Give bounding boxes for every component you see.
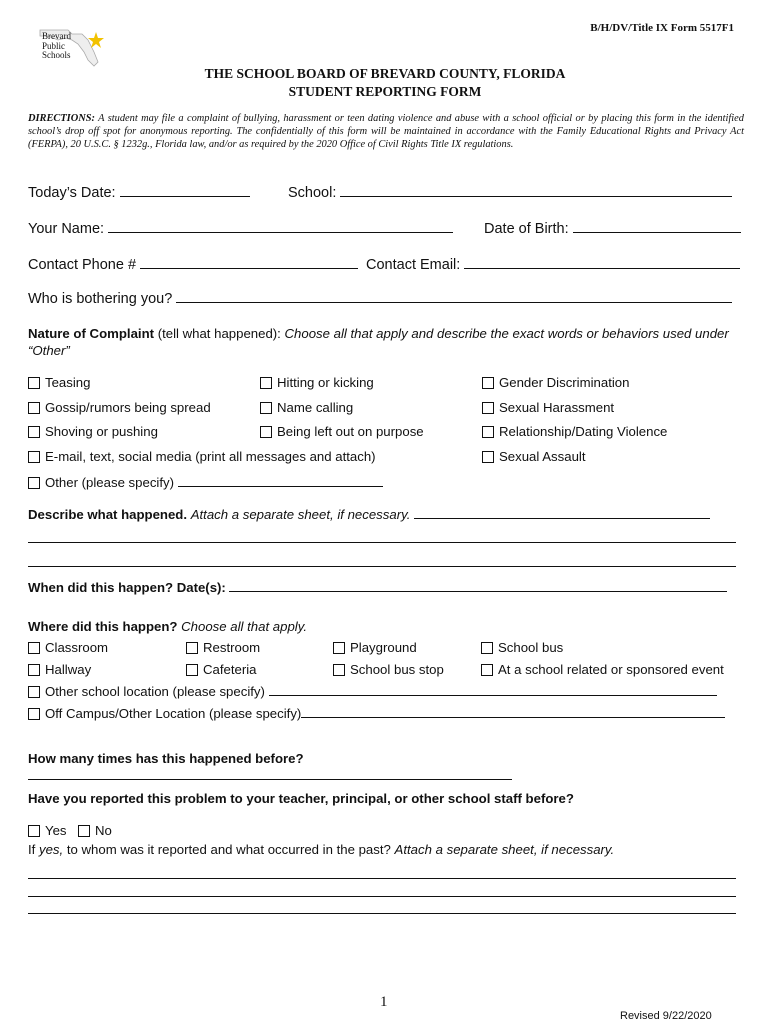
checkbox[interactable] <box>28 708 40 720</box>
dob-field[interactable] <box>484 220 741 237</box>
how-many-label <box>28 751 304 766</box>
checkbox[interactable] <box>28 377 40 389</box>
option-label: Restroom <box>203 640 261 655</box>
nature-option-harassment[interactable] <box>482 400 614 415</box>
option-label: E-mail, text, social media (print all messages and attach) <box>45 449 376 464</box>
followup-hint: Attach a separate sheet, if necessary. <box>394 842 615 857</box>
nature-instruction: Choose all that apply and describe the exact words or behaviors used under “Other” <box>28 326 729 358</box>
option-label: Gender Discrimination <box>499 375 630 390</box>
reported-followup <box>28 842 614 857</box>
checkbox[interactable] <box>482 451 494 463</box>
email-line[interactable] <box>464 256 740 269</box>
option-label: Off Campus/Other Location (please specify) <box>45 706 302 721</box>
option-label: Gossip/rumors being spread <box>45 400 211 415</box>
checkbox[interactable] <box>28 451 40 463</box>
nature-option-hitting[interactable] <box>260 375 374 390</box>
nature-option-teasing[interactable] <box>28 375 90 390</box>
option-label: Hitting or kicking <box>277 375 374 390</box>
todays-date-field[interactable] <box>28 184 250 201</box>
where-option-restroom[interactable] <box>186 640 260 655</box>
nature-heading <box>28 325 746 359</box>
checkbox[interactable] <box>482 402 494 414</box>
followup-prefix: If <box>28 842 36 857</box>
option-label: Shoving or pushing <box>45 424 158 439</box>
checkbox[interactable] <box>28 642 40 654</box>
dob-line[interactable] <box>573 220 741 233</box>
where-heading <box>28 619 307 634</box>
where-option-school-event[interactable] <box>481 662 724 677</box>
option-label: Playground <box>350 640 417 655</box>
where-option-classroom[interactable] <box>28 640 108 655</box>
when-label: When did this happen? Date(s): <box>28 580 226 595</box>
todays-date-line[interactable] <box>120 184 250 197</box>
checkbox[interactable] <box>28 825 40 837</box>
checkbox[interactable] <box>28 477 40 489</box>
option-label: School bus stop <box>350 662 444 677</box>
form-code: B/H/DV/Title IX Form 5517F1 <box>590 22 734 34</box>
checkbox[interactable] <box>186 642 198 654</box>
where-option-hallway[interactable] <box>28 662 91 677</box>
where-label: Where did this happen? <box>28 619 178 634</box>
nature-option-shoving[interactable] <box>28 424 158 439</box>
checkbox[interactable] <box>260 402 272 414</box>
nature-option-dating-violence[interactable] <box>482 424 667 439</box>
checkbox[interactable] <box>260 377 272 389</box>
where-option-other-school[interactable] <box>28 683 717 699</box>
describe-label: Describe what happened. <box>28 507 188 522</box>
where-hint: Choose all that apply. <box>181 619 307 634</box>
page-subtitle: STUDENT REPORTING FORM <box>288 84 482 99</box>
option-label: Yes <box>45 823 67 838</box>
describe-line[interactable] <box>28 566 736 567</box>
checkbox[interactable] <box>28 426 40 438</box>
followup-line[interactable] <box>28 878 736 879</box>
checkbox[interactable] <box>260 426 272 438</box>
checkbox[interactable] <box>333 664 345 676</box>
option-label: Cafeteria <box>203 662 257 677</box>
option-label: Sexual Harassment <box>499 400 615 415</box>
who-line[interactable] <box>176 290 732 303</box>
school-label: School: <box>288 185 337 201</box>
how-many-line[interactable] <box>28 779 512 780</box>
where-option-school-bus[interactable] <box>481 640 563 655</box>
directions-text: A student may file a complaint of bullying, harassment or teen dating violence and abuse with a school official or by placing this form in the identified school’s drop off spot for anonymous reporting. The confidentially of this form will be maintained in accordance with the Family Educational Rights and Privacy Act (FERPA), 20 U.S.C. § 1232g., Florida law, and/or as required by the 2020 Office of Civil Rights Title IX regulations. <box>28 113 744 150</box>
nature-option-gossip[interactable] <box>28 400 211 415</box>
followup-text: to whom was it reported and what occurred in the past? <box>66 842 391 857</box>
where-option-bus-stop[interactable] <box>333 662 444 677</box>
option-label: Hallway <box>45 662 92 677</box>
checkbox[interactable] <box>186 664 198 676</box>
when-line[interactable] <box>229 579 727 592</box>
option-label: Being left out on purpose <box>277 424 424 439</box>
checkbox[interactable] <box>28 664 40 676</box>
todays-date-label: Today’s Date: <box>28 185 116 201</box>
checkbox[interactable] <box>481 664 493 676</box>
describe-field[interactable] <box>28 506 710 522</box>
nature-option-name-calling[interactable] <box>260 400 353 415</box>
where-option-playground[interactable] <box>333 640 417 655</box>
who-label: Who is bothering you? <box>28 291 173 307</box>
page-number: 1 <box>380 994 388 1010</box>
option-label: Sexual Assault <box>499 449 586 464</box>
phone-label: Contact Phone # <box>28 257 137 273</box>
your-name-field[interactable] <box>28 220 453 237</box>
directions-label: DIRECTIONS: <box>28 113 95 124</box>
email-field[interactable] <box>366 256 740 273</box>
phone-field[interactable] <box>28 256 358 273</box>
revised-date: Revised 9/22/2020 <box>620 1010 712 1022</box>
your-name-label: Your Name: <box>28 221 105 237</box>
option-label: Relationship/Dating Violence <box>499 424 668 439</box>
describe-line[interactable] <box>414 506 710 519</box>
nature-option-gender[interactable] <box>482 375 629 390</box>
describe-hint: Attach a separate sheet, if necessary. <box>190 507 411 522</box>
directions <box>28 112 744 151</box>
school-line[interactable] <box>340 184 732 197</box>
checkbox[interactable] <box>28 402 40 414</box>
followup-line[interactable] <box>28 896 736 897</box>
option-label: Classroom <box>45 640 109 655</box>
nature-option-other[interactable] <box>28 474 383 490</box>
describe-line[interactable] <box>28 542 736 543</box>
checkbox[interactable] <box>333 642 345 654</box>
option-label: Other (please specify) <box>45 475 174 490</box>
option-label: No <box>95 823 112 838</box>
dob-label: Date of Birth: <box>484 221 569 237</box>
reported-text: Have you reported this problem to your teacher, principal, or other school staff before? <box>28 791 574 806</box>
checkbox[interactable] <box>482 426 494 438</box>
reported-label <box>28 791 574 806</box>
email-label: Contact Email: <box>366 257 461 273</box>
phone-line[interactable] <box>140 256 358 269</box>
checkbox[interactable] <box>482 377 494 389</box>
logo-line: Public <box>42 40 66 51</box>
off-campus-line[interactable] <box>301 705 725 718</box>
option-label: At a school related or sponsored event <box>498 662 724 677</box>
nature-label: Nature of Complaint <box>28 326 155 341</box>
nature-option-assault[interactable] <box>482 449 586 464</box>
other-specify-line[interactable] <box>178 474 383 487</box>
reported-no[interactable] <box>78 823 112 838</box>
your-name-line[interactable] <box>108 220 453 233</box>
school-field[interactable] <box>288 184 732 201</box>
who-field[interactable] <box>28 290 732 307</box>
nature-option-left-out[interactable] <box>260 424 424 439</box>
where-option-cafeteria[interactable] <box>186 662 257 677</box>
option-label: Teasing <box>45 375 91 390</box>
logo-line: Schools <box>42 50 71 60</box>
reported-yes[interactable] <box>28 823 67 838</box>
checkbox[interactable] <box>28 686 40 698</box>
checkbox[interactable] <box>481 642 493 654</box>
checkbox[interactable] <box>78 825 90 837</box>
brevard-logo <box>38 26 108 68</box>
logo-line: Brevard <box>42 31 71 41</box>
nature-paren: (tell what happened): <box>157 326 281 341</box>
option-label: Other school location (please specify) <box>45 684 265 699</box>
followup-yes: yes, <box>39 842 64 857</box>
option-label: School bus <box>498 640 564 655</box>
nature-option-email[interactable] <box>28 449 376 464</box>
other-school-line[interactable] <box>269 683 717 696</box>
option-label: Name calling <box>277 400 354 415</box>
when-field[interactable] <box>28 579 727 595</box>
followup-line[interactable] <box>28 913 736 914</box>
how-many-text: How many times has this happened before? <box>28 751 304 766</box>
where-option-off-campus[interactable] <box>28 705 725 721</box>
page-title: THE SCHOOL BOARD OF BREVARD COUNTY, FLORIDA <box>204 66 566 81</box>
